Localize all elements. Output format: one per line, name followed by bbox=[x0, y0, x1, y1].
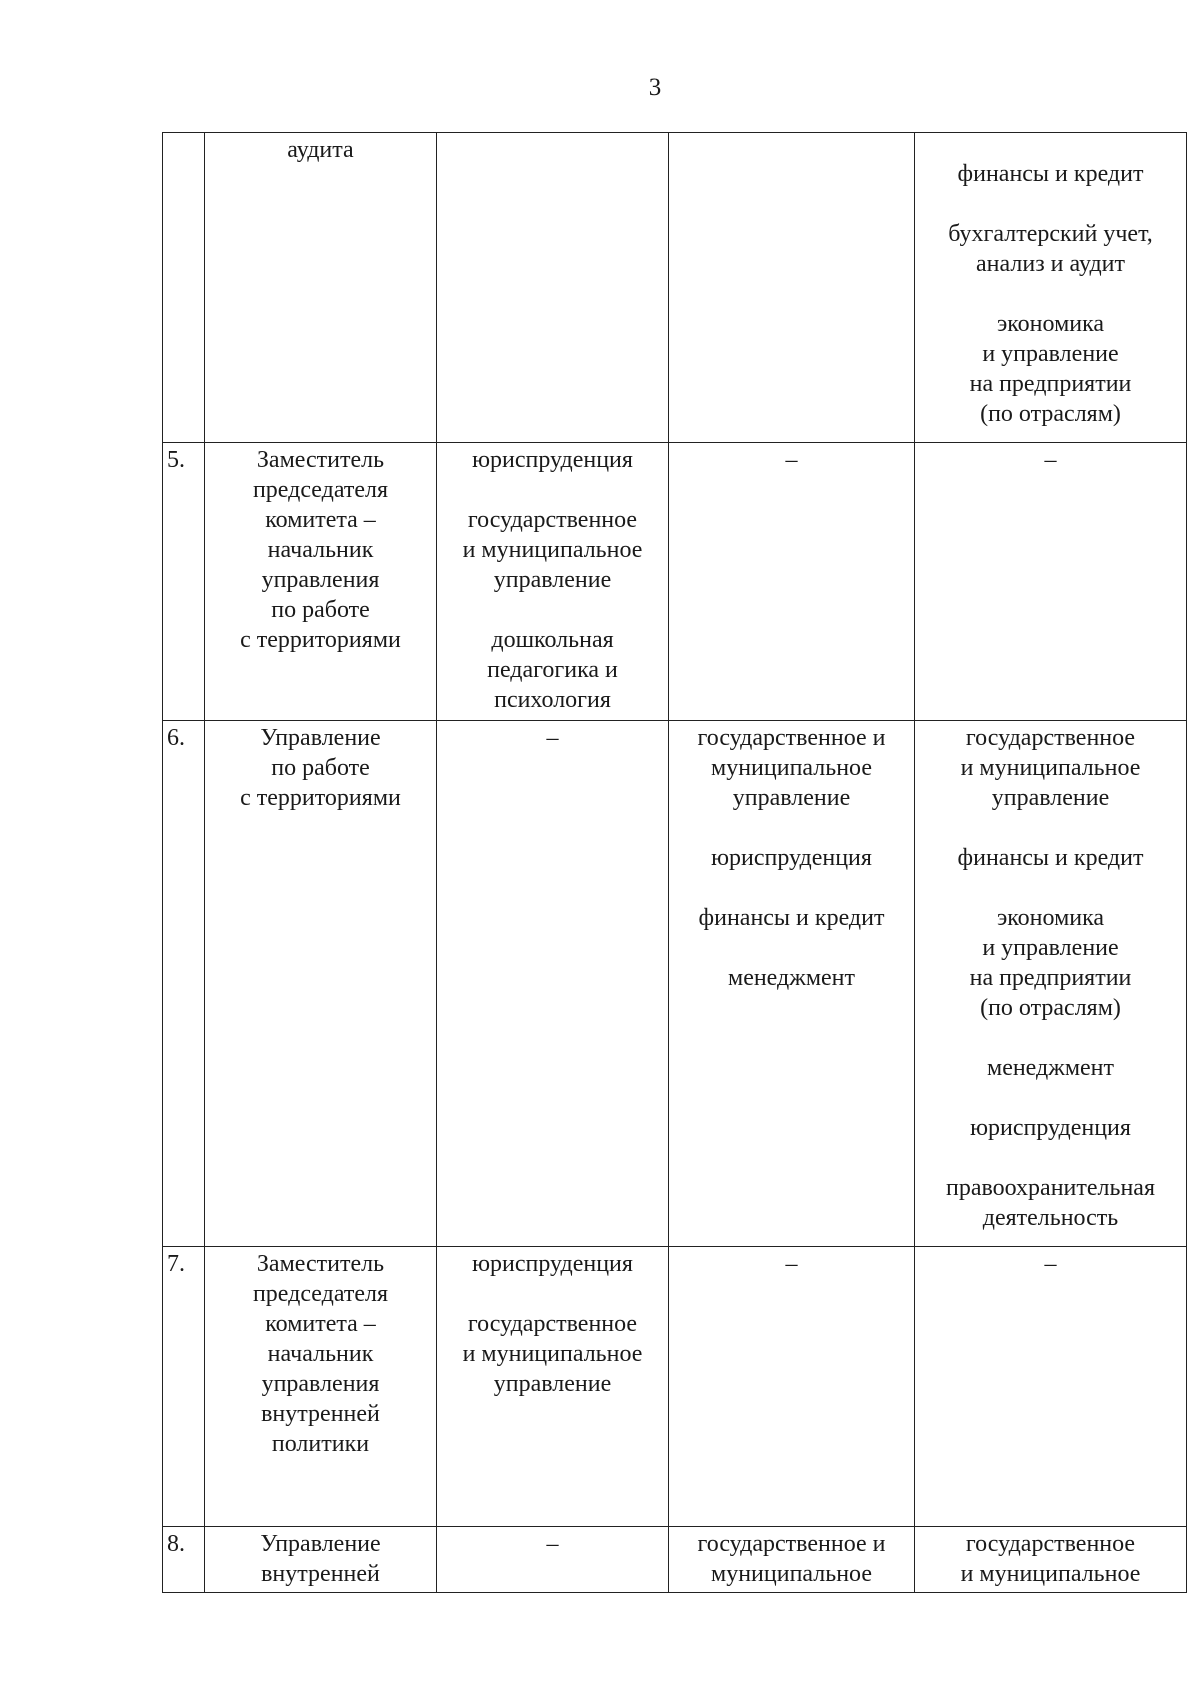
specialty-item: менеджмент bbox=[728, 965, 855, 991]
specialty-item: государственное и муниципальное управление bbox=[462, 507, 643, 593]
specialty-item: государственное и муниципальное bbox=[697, 1531, 886, 1587]
row-number: 7. bbox=[163, 1247, 205, 1527]
position-title: аудита bbox=[205, 133, 437, 443]
education-specialties-cell bbox=[669, 443, 915, 721]
education-specialties-cell bbox=[437, 721, 669, 1247]
specialty-item: экономика и управление на предприятии (по отраслям) bbox=[969, 311, 1132, 427]
specialty-item: государственное и муниципальное управление bbox=[462, 1311, 643, 1397]
table-row bbox=[163, 1527, 1187, 1593]
specialty-item: финансы и кредит bbox=[957, 845, 1144, 871]
education-specialties-cell bbox=[669, 133, 915, 443]
specialty-item: дошкольная педагогика и психология bbox=[487, 627, 618, 713]
position-title: Заместитель председателя комитета – начальник управления внутренней политики bbox=[205, 1247, 437, 1527]
specialty-item: юриспруденция bbox=[472, 1251, 633, 1277]
row-number bbox=[163, 133, 205, 443]
row-number: 8. bbox=[163, 1527, 205, 1593]
table-row bbox=[163, 133, 1187, 443]
education-specialties-cell bbox=[915, 133, 1187, 443]
specialty-item: юриспруденция bbox=[711, 845, 872, 871]
position-title: Управление по работе с территориями bbox=[205, 721, 437, 1247]
education-specialties-cell bbox=[915, 1247, 1187, 1527]
education-specialties-cell bbox=[915, 721, 1187, 1247]
table-row bbox=[163, 443, 1187, 721]
specialty-item: – bbox=[546, 1531, 559, 1557]
qualification-table bbox=[162, 132, 1187, 1593]
specialty-item: финансы и кредит bbox=[698, 905, 885, 931]
specialty-item: правоохранительная деятельность bbox=[945, 1175, 1155, 1231]
education-specialties-cell bbox=[437, 443, 669, 721]
specialty-item: государственное и муниципальное управление bbox=[697, 725, 886, 811]
specialty-item: – bbox=[785, 1251, 798, 1277]
specialty-item: – bbox=[1044, 447, 1057, 473]
table-row bbox=[163, 1247, 1187, 1527]
specialty-item: государственное и муниципальное bbox=[960, 1531, 1141, 1587]
page-number: 3 bbox=[648, 74, 662, 101]
specialty-item: бухгалтерский учет, анализ и аудит bbox=[948, 221, 1153, 277]
specialty-item: юриспруденция bbox=[970, 1115, 1131, 1141]
specialty-item: менеджмент bbox=[987, 1055, 1114, 1081]
specialty-item: – bbox=[546, 725, 559, 751]
education-specialties-cell bbox=[437, 1247, 669, 1527]
row-number: 6. bbox=[163, 721, 205, 1247]
specialty-item: финансы и кредит bbox=[957, 161, 1144, 187]
specialty-item: экономика и управление на предприятии (по отраслям) bbox=[969, 905, 1132, 1021]
position-title: Заместитель председателя комитета – начальник управления по работе с территориями bbox=[205, 443, 437, 721]
education-specialties-cell bbox=[915, 1527, 1187, 1593]
education-specialties-cell bbox=[669, 1527, 915, 1593]
education-specialties-cell bbox=[669, 721, 915, 1247]
education-specialties-cell bbox=[437, 133, 669, 443]
specialty-item: – bbox=[785, 447, 798, 473]
specialty-item: государственное и муниципальное управление bbox=[960, 725, 1141, 811]
table-row bbox=[163, 721, 1187, 1247]
position-title: Управление внутренней bbox=[205, 1527, 437, 1593]
education-specialties-cell bbox=[915, 443, 1187, 721]
specialty-item: юриспруденция bbox=[472, 447, 633, 473]
row-number: 5. bbox=[163, 443, 205, 721]
specialty-item: – bbox=[1044, 1251, 1057, 1277]
education-specialties-cell bbox=[437, 1527, 669, 1593]
education-specialties-cell bbox=[669, 1247, 915, 1527]
